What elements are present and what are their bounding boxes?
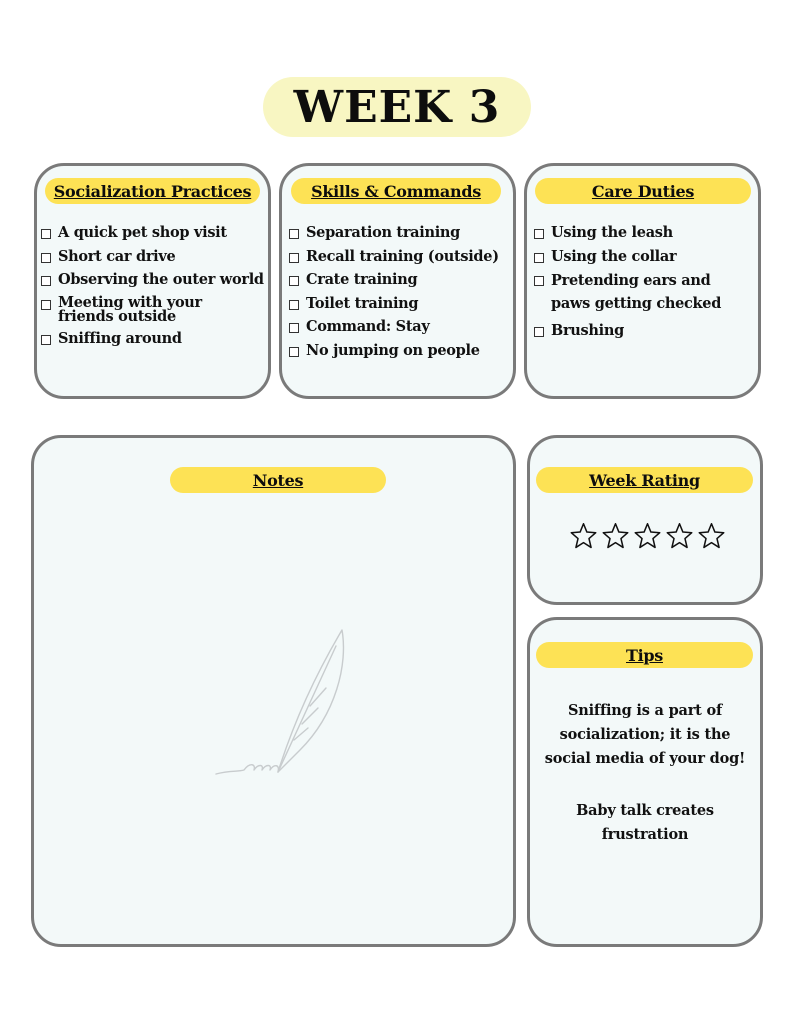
checklist-item-label: Recall training (outside) <box>306 247 499 265</box>
feather-icon <box>210 624 350 784</box>
checklist-item-label: Using the leash <box>551 224 673 241</box>
checklist-item-label: Meeting with your friends outside <box>58 293 202 325</box>
checklist-item <box>534 323 744 339</box>
skills-list <box>289 225 515 366</box>
notes-heading-pill <box>170 467 386 493</box>
checkbox[interactable] <box>289 229 299 239</box>
checkbox[interactable] <box>289 276 299 286</box>
checklist-item <box>289 249 515 265</box>
skills-heading-pill <box>291 178 501 204</box>
checklist-item-label: No jumping on people <box>306 341 480 359</box>
checklist-item-label: Sniffing around <box>58 330 182 347</box>
checkbox[interactable] <box>534 253 544 263</box>
star-icon[interactable] <box>601 522 630 550</box>
checkbox[interactable] <box>41 300 51 310</box>
checklist-item-label: Observing the outer world <box>58 271 264 288</box>
checklist-item-label: Separation training <box>306 224 461 241</box>
checklist-item <box>289 272 515 288</box>
tip-item: Baby talk creates frustration <box>576 802 714 843</box>
care-heading: Care Duties <box>591 181 695 201</box>
checklist-item <box>41 331 269 347</box>
checklist-item <box>289 225 515 241</box>
checklist-item <box>41 225 269 241</box>
checklist-item-label: Short car drive <box>58 247 176 265</box>
checkbox[interactable] <box>534 229 544 239</box>
notes-card <box>31 435 516 947</box>
socialization-heading-pill <box>45 178 260 204</box>
checklist-item-label: Pretending ears and paws getting checked <box>551 272 722 312</box>
week-title: WEEK 3 <box>293 81 501 133</box>
skills-heading: Skills & Commands <box>311 181 481 201</box>
checkbox[interactable] <box>534 276 544 286</box>
tips-heading-pill <box>536 642 753 668</box>
star-icon[interactable] <box>633 522 662 550</box>
socialization-card <box>34 163 271 399</box>
checkbox[interactable] <box>41 276 51 286</box>
checkbox[interactable] <box>534 327 544 337</box>
checklist-item <box>289 296 515 312</box>
star-rating[interactable] <box>569 522 726 550</box>
care-list <box>534 225 744 346</box>
skills-card <box>279 163 516 399</box>
rating-card <box>527 435 763 605</box>
checkbox[interactable] <box>289 300 299 310</box>
rating-heading-pill <box>536 467 753 493</box>
checklist-item <box>289 343 515 359</box>
checklist-item <box>41 249 269 265</box>
checkbox[interactable] <box>289 323 299 333</box>
checklist-item-label: Using the collar <box>551 247 677 265</box>
checklist-item-label: Toilet training <box>306 294 419 312</box>
checkbox[interactable] <box>41 229 51 239</box>
checkbox[interactable] <box>289 253 299 263</box>
care-card <box>524 163 761 399</box>
checklist-item-label: A quick pet shop visit <box>58 224 227 241</box>
checkbox[interactable] <box>289 347 299 357</box>
checkbox[interactable] <box>41 253 51 263</box>
tips-heading: Tips <box>626 645 663 665</box>
checklist-item <box>534 272 734 315</box>
checkbox[interactable] <box>41 335 51 345</box>
socialization-heading: Socialization Practices <box>53 181 252 201</box>
checklist-item <box>41 293 259 325</box>
checklist-item-label: Command: Stay <box>306 318 430 335</box>
star-icon[interactable] <box>569 522 598 550</box>
star-icon[interactable] <box>697 522 726 550</box>
notes-heading: Notes <box>252 470 304 490</box>
week-title-pill <box>263 77 531 137</box>
checklist-item <box>534 225 744 241</box>
socialization-list <box>41 225 269 355</box>
checklist-item <box>534 249 744 265</box>
tip-item: Sniffing is a part of socialization; it is the social media of your dog! <box>544 702 746 767</box>
rating-heading: Week Rating <box>589 470 700 490</box>
checklist-item-label: Brushing <box>551 321 624 339</box>
checklist-item <box>41 272 269 288</box>
checklist-item-label: Crate training <box>306 271 418 288</box>
care-heading-pill <box>535 178 751 204</box>
checklist-item <box>289 319 515 335</box>
tips-card <box>527 617 763 947</box>
tips-text <box>540 699 750 875</box>
star-icon[interactable] <box>665 522 694 550</box>
